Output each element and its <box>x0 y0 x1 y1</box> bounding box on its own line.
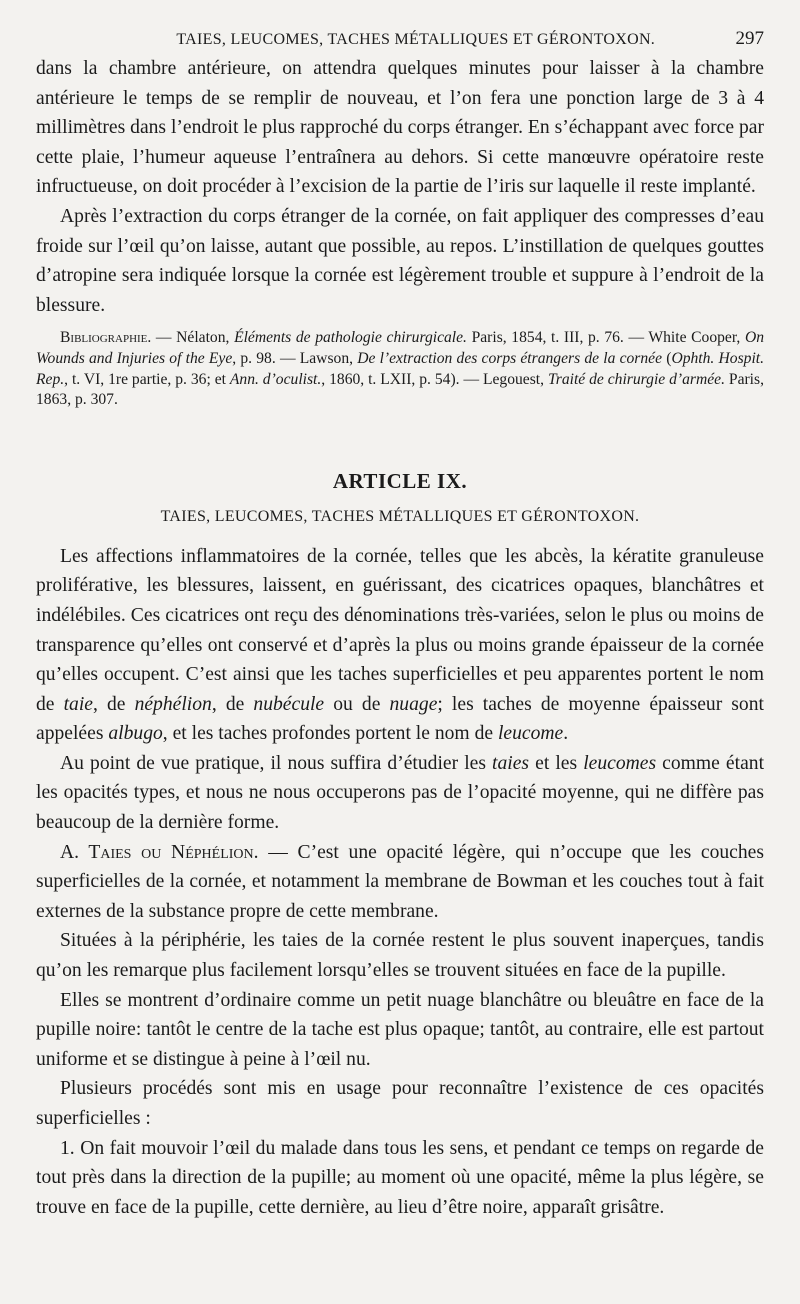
page-number: 297 <box>735 28 764 49</box>
paragraph-after-extraction: Après l’extraction du corps étranger de la cornée, on fait appliquer des compresses d’eau froide sur l’œil qu’on laisse, autant que possible, au repos. L’instillation de quelques gouttes d’atropine sera indiquée lorsque la cornée est légèrement trouble et suppure à l’endroit de la blessure. <box>36 205 764 316</box>
paragraph-appearance: Elles se montrent d’ordinaire comme un petit nuage blanchâtre ou bleuâtre en face de la pupille noire: tantôt le centre de la tache est plus opaque; tantôt, au contraire, elle est partout uniforme et se distingue à peine à l’œil nu. <box>36 989 764 1070</box>
paragraph-practical: Au point de vue pratique, il nous suffira d’étudier les taies et les leucomes comme étant les opacités types, et nous ne nous occuperons pas de l’opacité moyenne, qui ne diffère pas beaucoup de la dernière forme. <box>36 752 765 834</box>
citation-title: Ophth. Hospit. Rep. <box>36 349 765 388</box>
paragraph-affections: Les affections inflammatoires de la cornée, telles que les abcès, la kératite granuleuse proliférative, les blessures, laissent, en guérissant, des cicatrices opaques, blanchâtres et indélébiles. Ces cicatrices ont reçu des dénominations très-variées, selon le plus ou moins de transparence qu’elles ont conservé et d’après la plus ou moins grande épaisseur de la cornée qu’elles occupent. C’est ainsi que les taches superficielles et peu apparentes portent le nom de taie, de néphélion, de nubécule ou de nuage; les taches de moyenne épaisseur sont appelées albugo, et les taches profondes portent le nom de leucome. <box>36 545 764 745</box>
paragraph-procedure-1: 1. On fait mouvoir l’œil du malade dans tous les sens, et pendant ce temps on regarde de tout près dans la direction de la pupille; au moment où une opacité, même la plus légère, se trouve en face de la pupille, cette dernière, au lieu d’être noire, apparaît grisâtre. <box>36 1137 764 1218</box>
paragraph-periphery: Situées à la périphérie, les taies de la cornée restent le plus souvent inaperçues, tandis qu’on les remarque plus facilement lorsqu’elles se trouvent situées en face de la pupille. <box>36 930 764 982</box>
subsection-label: A. Taies ou Néphélion. <box>60 841 259 863</box>
citation-title: Éléments de pathologie chirurgicale. <box>234 329 467 347</box>
citation-title: De l’extraction des corps étrangers de la cornée <box>357 349 663 367</box>
bibliography-label: Bibliographie. <box>60 329 152 347</box>
citation-title: Traité de chirurgie d’armée. <box>547 370 725 388</box>
citation-title: Ann. d’oculist. <box>229 370 322 388</box>
paragraph-continued: dans la chambre antérieure, on attendra quelques minutes pour laisser à la chambre antérieure le temps de se remplir de nouveau, et l’on fera une ponction large de 3 à 4 millimètres dans l’endroit le plus rapproché du corps étranger. En s’échappant avec force par cette plaie, l’humeur aqueuse l’entraînera au dehors. Si cette manœuvre opératoire reste infructueuse, on doit procéder à l’excision de la partie de l’iris sur laquelle il reste implanté. <box>36 58 764 198</box>
running-header <box>36 28 764 50</box>
article-subheading: TAIES, LEUCOMES, TACHES MÉTALLIQUES ET GÉRONTOXON. <box>160 507 640 525</box>
running-title: TAIES, LEUCOMES, TACHES MÉTALLIQUES ET GÉRONTOXON. <box>176 31 656 48</box>
citation-title: On Wounds and Injuries of the Eye <box>36 329 764 367</box>
bibliography: Bibliographie. — Nélaton, Éléments de pathologie chirurgicale. Paris, 1854, t. III, p. 76. — White Cooper, On Wounds and Injuries of the Eye, p. 98. — Lawson, De l’extraction des corps étrangers de la cornée (Ophth. Hospit. Rep., t. VI, 1re partie, p. 36; et Ann. d’oculist., 1860, t. LXII, p. 54). — Legouest, Traité de chirurgie d’armée. Paris, 1863, p. 307. <box>36 329 765 409</box>
paragraph-procedures: Plusieurs procédés sont mis en usage pour reconnaître l’existence de ces opacités superficielles : <box>36 1078 764 1129</box>
article-heading: ARTICLE IX. <box>332 468 468 493</box>
paragraph-taies-definition: A. Taies ou Néphélion. — C’est une opacité légère, qui n’occupe que les couches superficielles de la cornée, et notamment la membrane de Bowman et les couches tout à fait externes de la substance propre de cette membrane. <box>36 841 764 922</box>
